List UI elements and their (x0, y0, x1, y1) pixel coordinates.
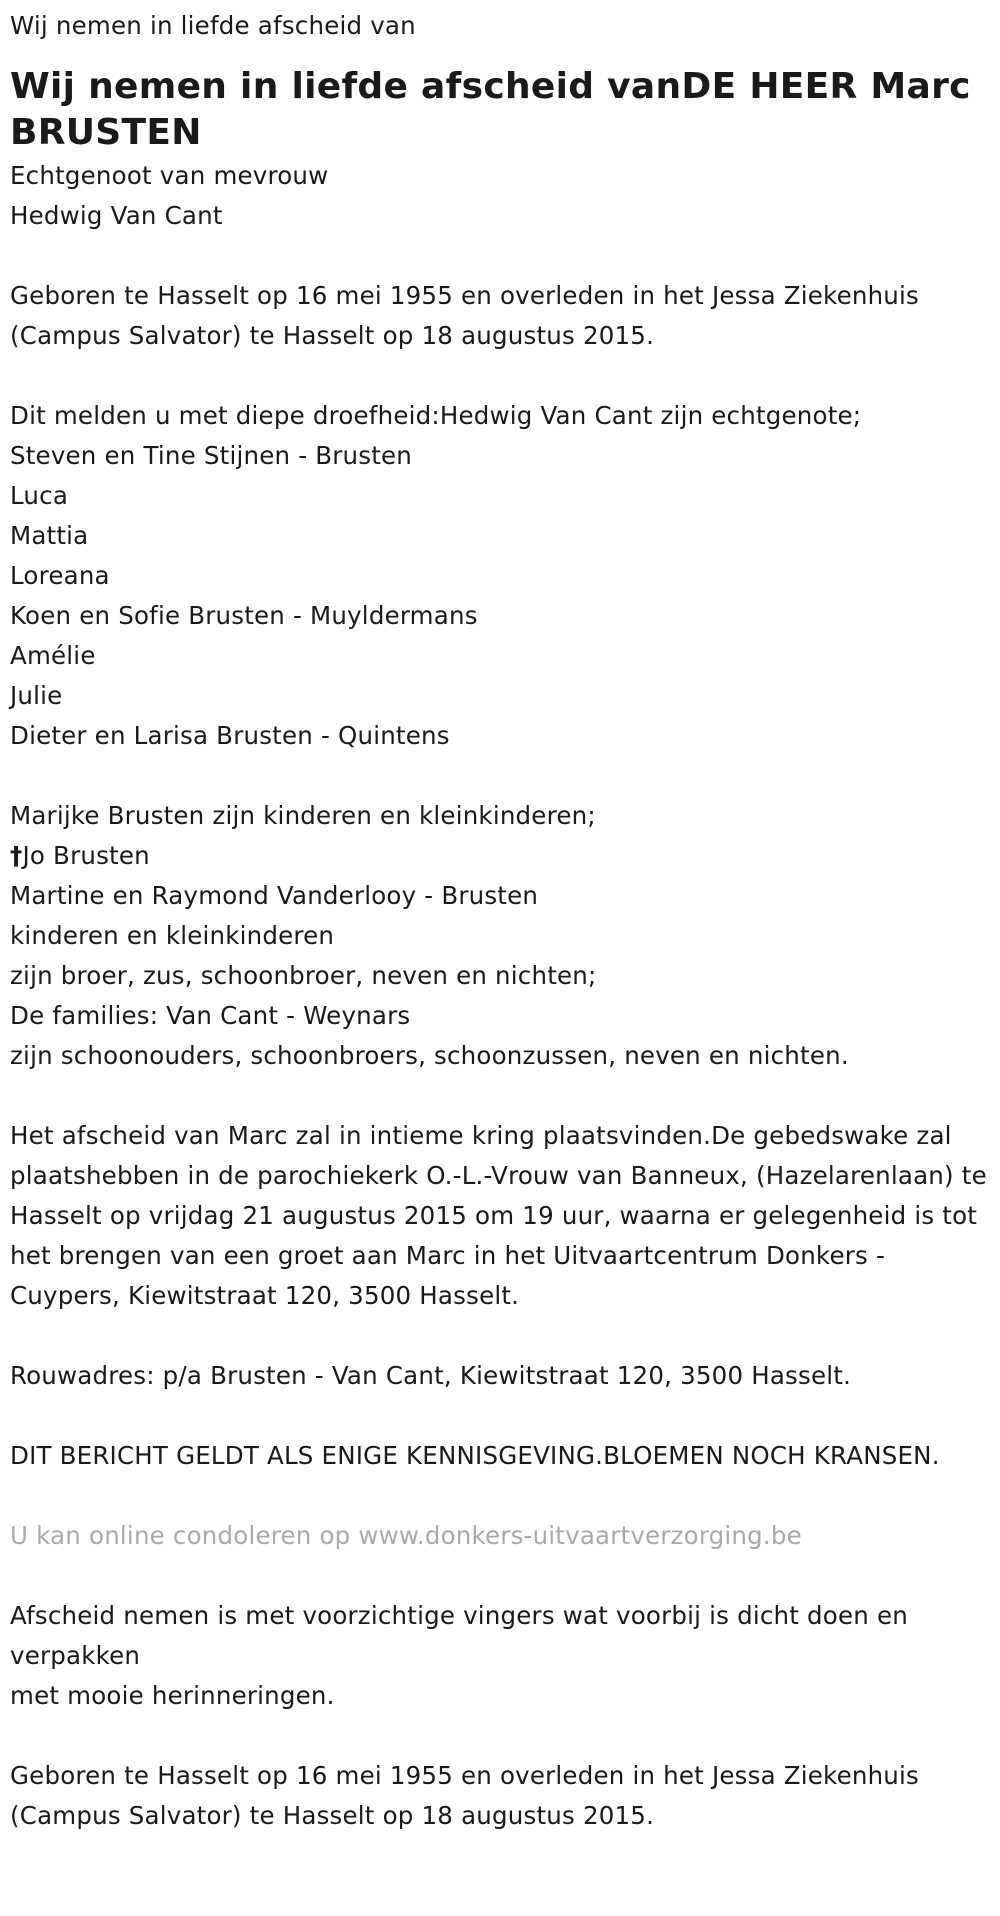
announcer-line: Luca (10, 481, 69, 510)
cross-icon: † (10, 841, 23, 870)
announcer-line: Mattia (10, 521, 89, 550)
notice-text: DIT BERICHT GELDT ALS ENIGE KENNISGEVING.BLOEMEN NOCH KRANSEN. (10, 1441, 940, 1470)
announcer-line: Dit melden u met diepe droefheid:Hedwig Van Cant zijn echtgenote; (10, 401, 862, 430)
announcer-line: Julie (10, 681, 63, 710)
announcer-line: Steven en Tine Stijnen - Brusten (10, 441, 413, 470)
birth-death-text-repeat: Geboren te Hasselt op 16 mei 1955 en overleden in het Jessa Ziekenhuis (Campus Salvator) te Hasselt op 18 augustus 2015. (10, 1761, 927, 1830)
announcer-line: Dieter en Larisa Brusten - Quintens (10, 721, 450, 750)
family-line: Marijke Brusten zijn kinderen en kleinkinderen; (10, 801, 596, 830)
spacer (10, 1716, 995, 1756)
spacer (10, 1396, 995, 1436)
announcer-line: Loreana (10, 561, 110, 590)
announcer-line: Koen en Sofie Brusten - Muyldermans (10, 601, 478, 630)
spacer (10, 1476, 995, 1516)
birth-death-text: Geboren te Hasselt op 16 mei 1955 en overleden in het Jessa Ziekenhuis (Campus Salvator) te Hasselt op 18 augustus 2015. (10, 281, 927, 350)
family-line: Martine en Raymond Vanderlooy - Brusten (10, 881, 539, 910)
family-line: De families: Van Cant - Weynars (10, 1001, 411, 1030)
deceased-family-line (10, 836, 995, 876)
announcer-line: Amélie (10, 641, 96, 670)
spouse-line-1: Echtgenoot van mevrouw (10, 161, 329, 190)
spacer (10, 1076, 995, 1116)
spacer (10, 356, 995, 396)
obituary-title: Wij nemen in liefde afscheid vanDE HEER Marc BRUSTEN (10, 66, 971, 153)
spouse-section (10, 156, 995, 236)
family-line: kinderen en kleinkinderen (10, 921, 335, 950)
family-line: zijn schoonouders, schoonbroers, schoonzussen, neven en nichten. (10, 1041, 849, 1070)
spacer (10, 1316, 995, 1356)
deceased-family-name: Jo Brusten (22, 841, 150, 870)
poem-line-1: Afscheid nemen is met voorzichtige vingers wat voorbij is dicht doen en verpakken (10, 1601, 916, 1670)
condolence-link[interactable]: U kan online condoleren op www.donkers-uitvaartverzorging.be (10, 1521, 802, 1550)
family-section (10, 796, 995, 1076)
intro-text: Wij nemen in liefde afscheid van (10, 11, 416, 40)
family-line: zijn broer, zus, schoonbroer, neven en nichten; (10, 961, 597, 990)
spouse-line-2: Hedwig Van Cant (10, 201, 223, 230)
ceremony-text: Het afscheid van Marc zal in intieme kring plaatsvinden.De gebedswake zal plaatshebben in de parochiekerk O.-L.-Vrouw van Banneux, (Hazelarenlaan) te Hasselt op vrijdag 21 augustus 2015 om 19 uur, waarna er gelegenheid is tot het brengen van een groet aan Marc in het Uitvaartcentrum Donkers - Cuypers, Kiewitstraat 120, 3500 Hasselt. (10, 1121, 995, 1310)
poem-line-2: met mooie herinneringen. (10, 1681, 335, 1710)
spacer (10, 756, 995, 796)
spacer (10, 1556, 995, 1596)
mourning-address: Rouwadres: p/a Brusten - Van Cant, Kiewitstraat 120, 3500 Hasselt. (10, 1361, 852, 1390)
announcers-list (10, 396, 995, 756)
poem-section (10, 1596, 995, 1716)
spacer (10, 236, 995, 276)
